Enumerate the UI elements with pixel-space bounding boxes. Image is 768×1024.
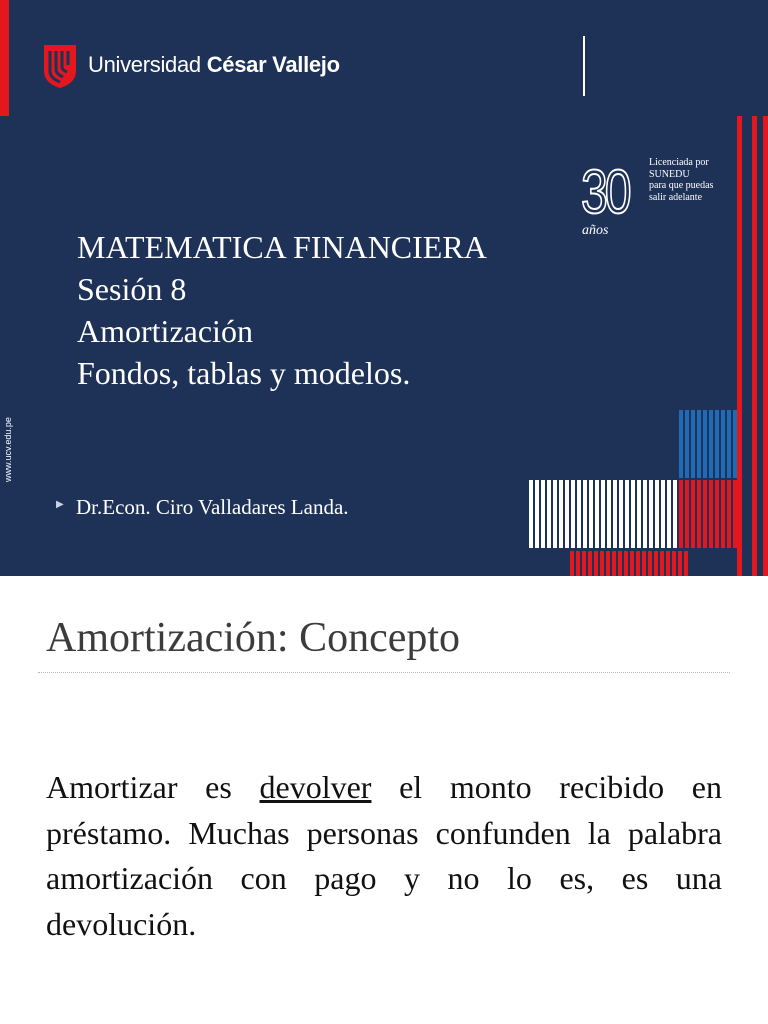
red-stripe bbox=[684, 551, 688, 576]
red-stripe bbox=[697, 480, 701, 548]
red-stripe bbox=[588, 551, 592, 576]
white-stripe bbox=[607, 480, 611, 548]
red-stripe bbox=[672, 551, 676, 576]
topic-title: Amortización bbox=[77, 313, 253, 349]
blue-stripe bbox=[697, 410, 701, 478]
white-stripe bbox=[667, 480, 671, 548]
white-stripe bbox=[655, 480, 659, 548]
white-stripe bbox=[535, 480, 539, 548]
white-stripe bbox=[601, 480, 605, 548]
anniversary-line: salir adelante bbox=[649, 191, 703, 203]
white-stripe bbox=[565, 480, 569, 548]
white-stripe bbox=[547, 480, 551, 548]
red-stripe bbox=[685, 480, 689, 548]
white-stripe bbox=[559, 480, 563, 548]
white-stripe bbox=[625, 480, 629, 548]
white-stripe bbox=[619, 480, 623, 548]
blue-stripe bbox=[727, 410, 731, 478]
concept-paragraph bbox=[46, 765, 722, 947]
white-stripe bbox=[649, 480, 653, 548]
red-stripe bbox=[733, 480, 737, 548]
white-stripe bbox=[529, 480, 533, 548]
white-stripe bbox=[571, 480, 575, 548]
red-stripe bbox=[715, 480, 719, 548]
red-stripe bbox=[576, 551, 580, 576]
course-title: MATEMATICA FINANCIERA bbox=[77, 229, 487, 265]
session-number: Sesión 8 bbox=[77, 271, 187, 307]
blue-stripe bbox=[685, 410, 689, 478]
red-stripe bbox=[624, 551, 628, 576]
white-stripe bbox=[577, 480, 581, 548]
red-stripe bbox=[648, 551, 652, 576]
paragraph-text: Amortizar es bbox=[46, 769, 260, 805]
university-name-regular: Universidad bbox=[88, 52, 207, 77]
white-stripe bbox=[583, 480, 587, 548]
red-stripe bbox=[570, 551, 574, 576]
anniversary-line: para que puedas bbox=[649, 180, 714, 191]
bullet-triangle-icon: ▶ bbox=[56, 499, 64, 510]
white-stripe bbox=[643, 480, 647, 548]
red-stripe bbox=[618, 551, 622, 576]
red-stripe bbox=[679, 480, 683, 548]
blue-stripe bbox=[703, 410, 707, 478]
red-stripe bbox=[636, 551, 640, 576]
red-stripe bbox=[594, 551, 598, 576]
red-stripe bbox=[606, 551, 610, 576]
anniversary-number: 30 bbox=[581, 158, 629, 227]
red-stripe bbox=[703, 480, 707, 548]
anniversary-unit: años bbox=[582, 223, 609, 238]
white-stripe bbox=[553, 480, 557, 548]
white-stripe bbox=[673, 480, 677, 548]
blue-stripe bbox=[679, 410, 683, 478]
red-stripe bbox=[600, 551, 604, 576]
red-stripe bbox=[612, 551, 616, 576]
white-stripe bbox=[613, 480, 617, 548]
red-stripe bbox=[721, 480, 725, 548]
anniversary-line: SUNEDU bbox=[649, 168, 690, 180]
red-stripe bbox=[752, 116, 757, 576]
blue-stripe bbox=[733, 410, 737, 478]
white-stripe bbox=[541, 480, 545, 548]
red-stripe bbox=[763, 116, 768, 576]
red-stripe bbox=[630, 551, 634, 576]
red-stripe bbox=[654, 551, 658, 576]
red-stripe bbox=[642, 551, 646, 576]
red-stripe bbox=[660, 551, 664, 576]
red-stripe bbox=[678, 551, 682, 576]
red-stripe bbox=[727, 480, 731, 548]
white-stripe bbox=[595, 480, 599, 548]
title-divider bbox=[38, 672, 730, 673]
red-stripe bbox=[582, 551, 586, 576]
anniversary-line: Licenciada por bbox=[649, 157, 709, 168]
white-stripe bbox=[661, 480, 665, 548]
underlined-keyword: devolver bbox=[259, 769, 372, 805]
university-name-bold: César Vallejo bbox=[206, 52, 340, 77]
red-stripe bbox=[737, 116, 742, 576]
blue-stripe bbox=[715, 410, 719, 478]
white-stripe bbox=[631, 480, 635, 548]
blue-stripe bbox=[691, 410, 695, 478]
presenter-name: Dr.Econ. Ciro Valladares Landa. bbox=[76, 495, 349, 519]
red-stripe bbox=[666, 551, 670, 576]
white-stripe bbox=[637, 480, 641, 548]
paragraph-text: el monto recibido en préstamo. Muchas personas confunden la palabra amortización con pago y no lo es, es una devolución. bbox=[46, 769, 723, 942]
blue-stripe bbox=[709, 410, 713, 478]
red-stripe bbox=[691, 480, 695, 548]
concept-title: Amortización: Concepto bbox=[46, 615, 461, 661]
topic-subtitle: Fondos, tablas y modelos. bbox=[77, 355, 411, 391]
red-stripe bbox=[709, 480, 713, 548]
website-url: www.ucv.edu.pe bbox=[3, 417, 13, 482]
blue-stripe bbox=[721, 410, 725, 478]
concept-slide bbox=[0, 576, 768, 1024]
white-stripe bbox=[589, 480, 593, 548]
